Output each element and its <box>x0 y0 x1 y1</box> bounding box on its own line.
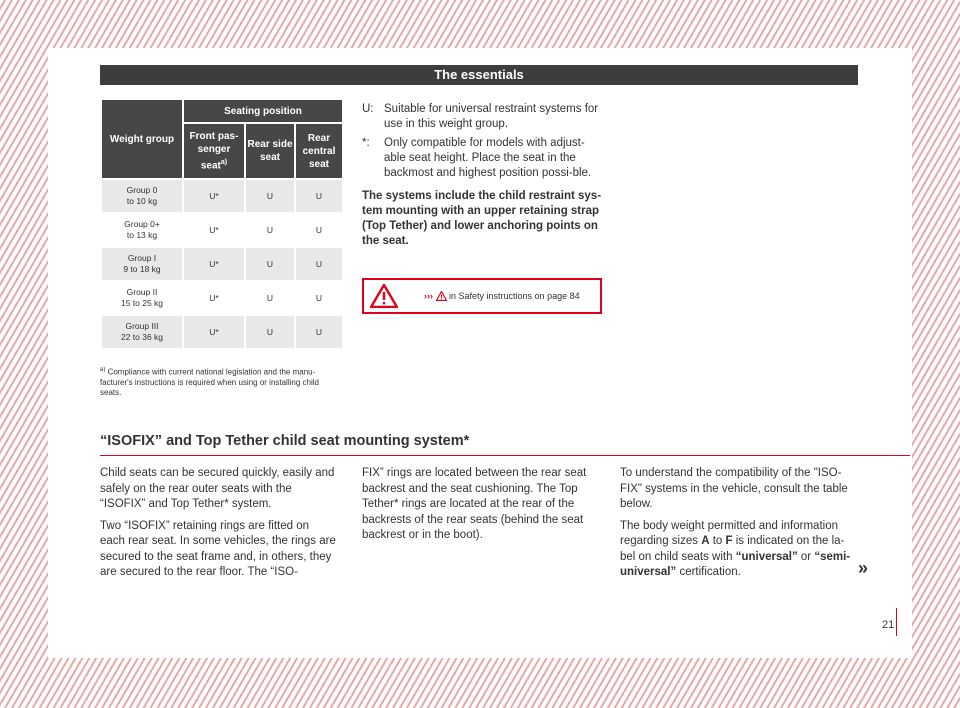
definitions <box>362 102 602 249</box>
table-row <box>101 315 343 349</box>
definition-item: *: Only compatible for models with adjust-able seat height. Place the seat in the backmost and highest position possi-ble. <box>362 137 592 179</box>
small-warning-icon <box>436 291 447 301</box>
text-column-3 <box>620 466 856 587</box>
safety-reference-link[interactable]: ››› in Safety instructions on page 84 <box>424 291 580 301</box>
weight-cell: Group III 22 to 36 kg <box>101 315 183 349</box>
weight-cell: Group 0+ to 13 kg <box>101 213 183 247</box>
header-weight-group: Weight group <box>101 99 183 179</box>
text-column-1 <box>100 466 336 587</box>
paragraph: FIX” rings are located between the rear seat backrest and the seat cushioning. The Top Tether* rings are located at the rear of the backrests of the rear seats (behind the seat backrest or in the boot). <box>362 467 587 541</box>
page-header: The essentials <box>100 65 858 85</box>
paragraph: Two “ISOFIX” retaining rings are fitted on each rear seat. In some vehicles, the rings are secured to the seat frame and, in others, they are secured to the rear floor. The “ISO- <box>100 519 336 578</box>
definition-item: U: Suitable for universal restraint systems for use in this weight group. <box>362 103 599 130</box>
central-cell: U <box>295 213 343 247</box>
text-column-2 <box>362 466 598 550</box>
side-cell: U <box>245 315 295 349</box>
table-row <box>101 281 343 315</box>
section-title: “ISOFIX” and Top Tether child seat mounting system* <box>100 433 470 449</box>
side-cell: U <box>245 281 295 315</box>
table-row <box>101 247 343 281</box>
table-row <box>101 179 343 213</box>
page-number-divider <box>896 608 897 636</box>
continue-arrow-icon: » <box>858 558 869 578</box>
front-cell: U* <box>183 281 245 315</box>
page-number: 21 <box>882 619 895 631</box>
header-rear-side: Rear side seat <box>245 123 295 179</box>
front-cell: U* <box>183 247 245 281</box>
central-cell: U <box>295 179 343 213</box>
side-cell: U <box>245 247 295 281</box>
table-footnote: $^{a)}$ Compliance with current national legislation and the manu-facturer's instructions is required when using or installing child seats. <box>100 367 319 397</box>
warning-triangle-icon <box>370 284 398 308</box>
weight-cell: Group II 15 to 25 kg <box>101 281 183 315</box>
central-cell: U <box>295 315 343 349</box>
section-divider <box>100 455 910 456</box>
header-front-passenger: Front pas-senger seat$^{a)}$ <box>183 123 245 179</box>
table-row <box>101 213 343 247</box>
header-rear-central: Rear central seat <box>295 123 343 179</box>
weight-cell: Group I 9 to 18 kg <box>101 247 183 281</box>
seating-table <box>100 98 344 350</box>
systems-note: The systems include the child restraint sys-tem mounting with an upper retaining strap (Top Tether) and lower anchoring points on the seat. <box>362 190 602 247</box>
front-cell: U* <box>183 213 245 247</box>
side-cell: U <box>245 179 295 213</box>
page <box>48 48 912 658</box>
side-cell: U <box>245 213 295 247</box>
central-cell: U <box>295 281 343 315</box>
central-cell: U <box>295 247 343 281</box>
safety-warning-box <box>362 278 602 314</box>
header-seating-position: Seating position <box>183 99 343 123</box>
front-cell: U* <box>183 315 245 349</box>
front-cell: U* <box>183 179 245 213</box>
weight-cell: Group 0 to 10 kg <box>101 179 183 213</box>
paragraph: To understand the compatibility of the "ISO-FIX" systems in the vehicle, consult the table below. <box>620 467 848 510</box>
paragraph: Child seats can be secured quickly, easily and safely on the rear outer seats with the “ISOFIX” and Top Tether* system. <box>100 467 335 510</box>
paragraph: The body weight permitted and information regarding sizes A to F is indicated on the la-bel on child seats with “universal” or “semi-universal” certification. <box>620 519 851 578</box>
